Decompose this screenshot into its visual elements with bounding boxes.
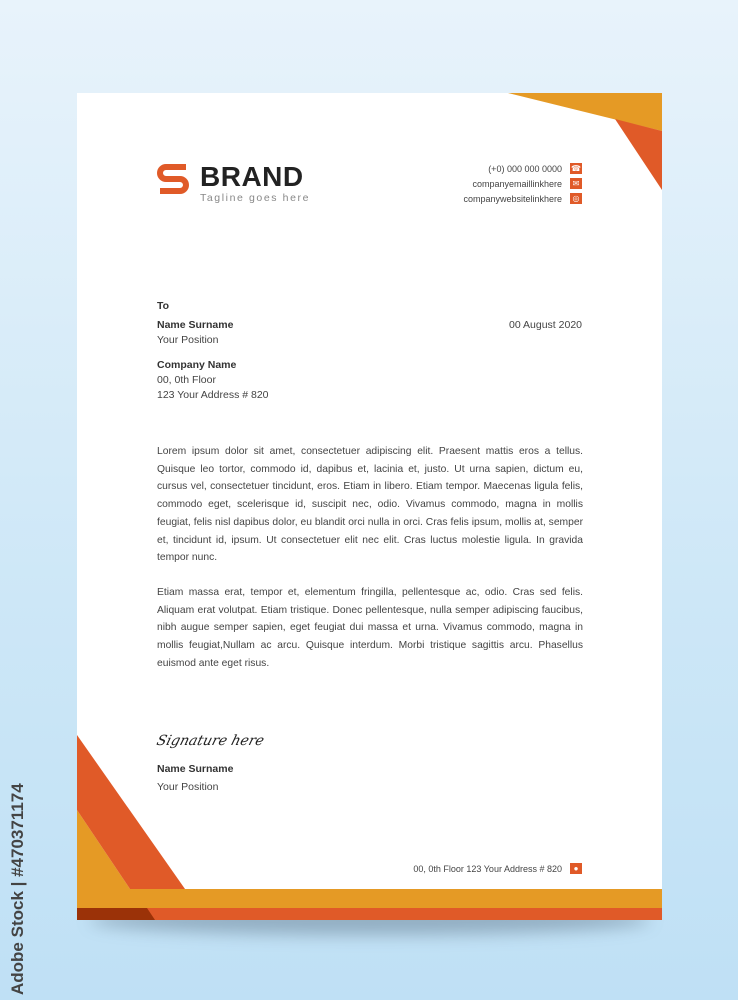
location-pin-icon: ● (570, 863, 582, 874)
contact-block (463, 161, 582, 206)
footer-address (413, 863, 582, 874)
letter-date: 00 August 2020 (509, 319, 582, 331)
brand-s-icon (156, 163, 190, 199)
signature: Signature here (154, 733, 266, 749)
letterhead-page (77, 93, 662, 920)
email-text: companyemaillinkhere (472, 178, 562, 189)
company-name: Company Name (157, 359, 237, 371)
signer-position: Your Position (157, 781, 219, 793)
brand-name: BRAND (200, 161, 304, 192)
globe-icon: ◎ (570, 193, 582, 204)
body-paragraph-2: Etiam massa erat, tempor et, elementum fringilla, pellentesque ac, odio. Cras sed felis. Aliquam erat volutpat. Etiam tristique. Donec pellentesque, nulla semper adipiscing faucibus, nibh augue semper sapien, eget feugiat dui massa et urna. Vivamus commodo, magna in mollis feugiat,Nullam ac arcu. Quisque interdum. Morbi tristique sagittis arcu. Phasellus euismod ante eget risus. (157, 587, 583, 669)
body-paragraph-1: Lorem ipsum dolor sit amet, consectetuer adipiscing elit. Praesent mattis eros a tellus. Quisque leo tortor, commodo id, dapibus et, lacinia et, justo. Ut urna sapien, dictum eu, cursus vel, consectetuer tincidunt, eros. Etiam in libero. Etiam tempor. Maecenas ligula felis, commodo eget, scelerisque id, suscipit nec, odio. Vivamus commodo, magna in mollis feugiat, felis nisl dapibus dolor, eu blandit orci nulla in orci. Cras felis ipsum, mollis at, semper et, tincidunt id, ipsum. Ut consectetuer elit nec elit. Cras luctus molestie ligula. In gravida tempor nunc. (157, 446, 583, 564)
company-address: 123 Your Address # 820 (157, 389, 269, 401)
phone-text: (+0) 000 000 0000 (488, 163, 562, 174)
brand-logo (156, 163, 310, 204)
website-text: companywebsitelinkhere (463, 193, 562, 204)
watermark-side-text: Adobe Stock | #470371174 (8, 783, 27, 995)
phone-icon: ☎ (571, 164, 581, 173)
recipient-position: Your Position (157, 334, 219, 346)
footer-address-text: 00, 0th Floor 123 Your Address # 820 (413, 863, 562, 874)
signer-name: Name Surname (157, 763, 234, 775)
company-floor: 00, 0th Floor (157, 374, 216, 386)
brand-tagline: Tagline goes here (200, 192, 311, 204)
to-label: To (157, 300, 170, 312)
recipient-name: Name Surname (157, 319, 234, 331)
mail-icon: ✉ (570, 178, 582, 189)
